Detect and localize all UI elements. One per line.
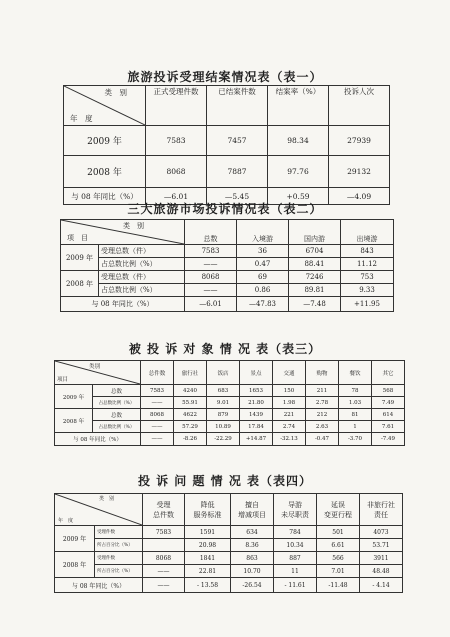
cell: 2.78 [306, 397, 339, 409]
row-label: 与 08 年同比（%） [55, 433, 141, 446]
year-label: 2009 年 [55, 526, 95, 552]
cell: 0.86 [237, 284, 289, 297]
cell: 0.47 [237, 258, 289, 271]
cell: 6704 [289, 245, 341, 258]
cell: 48.48 [360, 565, 403, 578]
cell: 7457 [207, 126, 268, 156]
table2 [60, 219, 394, 312]
table4-corner-header [55, 494, 143, 526]
year-label: 2008 年 [55, 552, 95, 578]
cell: 8068 [143, 552, 185, 565]
cell: 98.34 [268, 126, 329, 156]
column-header: 正式受理件数 [146, 86, 207, 126]
header-year: 年 度 [70, 114, 93, 123]
cell: 69 [237, 271, 289, 284]
header-category: 类别 [88, 364, 100, 370]
cell: -7.49 [372, 433, 405, 446]
header-category: 类 别 [98, 496, 114, 502]
row-label: 2008 年 [64, 156, 146, 188]
cell: 8068 [141, 409, 174, 421]
cell: 1653 [240, 385, 273, 397]
table-row [55, 409, 405, 421]
table4 [54, 493, 403, 593]
table4-title: 投 诉 问 题 情 况 表（表四） [137, 474, 313, 488]
row-label: 与 08 年同比（%） [55, 578, 143, 593]
row-label: 受理件数 [95, 526, 143, 539]
cell: 7.61 [372, 421, 405, 433]
row-label: 受理总数（件） [99, 271, 185, 284]
header-category: 类 别 [104, 88, 127, 97]
cell: 17.84 [240, 421, 273, 433]
row-label: 受理件数 [95, 552, 143, 565]
cell: 7.49 [372, 397, 405, 409]
cell: —— [141, 421, 174, 433]
cell: 8.36 [231, 539, 274, 552]
cell: - 11.61 [274, 578, 317, 593]
row-label: 占总数比例（%） [99, 258, 185, 271]
cell: 3911 [360, 552, 403, 565]
cell: —6.01 [185, 297, 237, 312]
row-label: 总数 [93, 409, 141, 421]
cell: 8068 [185, 271, 237, 284]
table-row [64, 156, 390, 188]
cell: 21.80 [240, 397, 273, 409]
cell: -8.26 [174, 433, 207, 446]
column-header: 餐饮 [339, 361, 372, 385]
cell: 22.81 [185, 565, 231, 578]
cell: —— [185, 284, 237, 297]
column-header: 交通 [273, 361, 306, 385]
table3-corner-header [55, 361, 141, 385]
row-label: 所占百分比（%） [95, 565, 143, 578]
cell: —— [143, 565, 185, 578]
table-row [61, 258, 394, 271]
table3 [54, 360, 405, 446]
column-header: 延误 变更行程 [317, 494, 360, 526]
row-label: 与 08 年同比（%） [61, 297, 185, 312]
header-category: 类 别 [123, 222, 144, 230]
cell: 36 [237, 245, 289, 258]
column-header: 景点 [240, 361, 273, 385]
cell: —5.45 [207, 188, 268, 205]
table-row [61, 245, 394, 258]
table-row [55, 385, 405, 397]
cell: —6.01 [146, 188, 207, 205]
cell: 634 [231, 526, 274, 539]
cell: 97.76 [268, 156, 329, 188]
column-header: 总数 [185, 220, 237, 245]
column-header: 已结案件数 [207, 86, 268, 126]
cell: 1 [339, 421, 372, 433]
row-label: 占总数比例（%） [93, 421, 141, 433]
table1 [63, 85, 390, 205]
cell: 89.81 [289, 284, 341, 297]
table1-corner-header [64, 86, 146, 126]
cell: 7583 [146, 126, 207, 156]
cell: 8068 [146, 156, 207, 188]
table-row [55, 565, 403, 578]
table-row [61, 297, 394, 312]
year-label: 2009 年 [61, 245, 99, 271]
cell: 863 [231, 552, 274, 565]
cell: 568 [372, 385, 405, 397]
cell: 11 [274, 565, 317, 578]
cell: 566 [317, 552, 360, 565]
column-header: 其它 [372, 361, 405, 385]
cell: 211 [306, 385, 339, 397]
column-header: 非旅行社 责任 [360, 494, 403, 526]
header-item: 项目 [57, 377, 69, 383]
row-label: 占总数比例（%） [99, 284, 185, 297]
cell: 879 [207, 409, 240, 421]
table-row [55, 397, 405, 409]
cell: 501 [317, 526, 360, 539]
column-header: 购物 [306, 361, 339, 385]
cell: 88.41 [289, 258, 341, 271]
cell: 78 [339, 385, 372, 397]
cell: 212 [306, 409, 339, 421]
cell: —— [143, 578, 185, 593]
cell: 843 [341, 245, 394, 258]
table3-title: 被 投 诉 对 象 情 况 表（表三） [128, 342, 322, 356]
cell: 10.70 [231, 565, 274, 578]
column-header: 饭店 [207, 361, 240, 385]
column-header: 导游 未尽职责 [274, 494, 317, 526]
row-label: 总数 [93, 385, 141, 397]
cell: —— [185, 258, 237, 271]
cell: -0.47 [306, 433, 339, 446]
column-header: 受理 总件数 [143, 494, 185, 526]
table-row [55, 421, 405, 433]
column-header: 出境游 [341, 220, 394, 245]
cell: —— [141, 397, 174, 409]
cell: 4240 [174, 385, 207, 397]
cell: 4622 [174, 409, 207, 421]
cell: 150 [273, 385, 306, 397]
row-label: 所占百分比（%） [95, 539, 143, 552]
cell: - 4.14 [360, 578, 403, 593]
row-label: 受理总数（件） [99, 245, 185, 258]
year-label: 2008 年 [55, 409, 93, 433]
cell [143, 539, 185, 552]
cell: 9.01 [207, 397, 240, 409]
cell: —47.83 [237, 297, 289, 312]
table-row [55, 539, 403, 552]
column-header: 国内游 [289, 220, 341, 245]
cell: - 13.58 [185, 578, 231, 593]
cell: 614 [372, 409, 405, 421]
cell: 2.74 [273, 421, 306, 433]
cell: 29132 [329, 156, 390, 188]
column-header: 总件数 [141, 361, 174, 385]
table-row [61, 271, 394, 284]
cell: —7.48 [289, 297, 341, 312]
cell: +0.59 [268, 188, 329, 205]
cell: 7.01 [317, 565, 360, 578]
cell: 221 [273, 409, 306, 421]
cell: -26.54 [231, 578, 274, 593]
year-label: 2008 年 [61, 271, 99, 297]
cell: —— [141, 433, 174, 446]
cell: 7583 [185, 245, 237, 258]
column-header: 擅自 增减项目 [231, 494, 274, 526]
cell: 1439 [240, 409, 273, 421]
cell: -32.13 [273, 433, 306, 446]
table-row [55, 578, 403, 593]
cell: 9.33 [341, 284, 394, 297]
table-row [55, 433, 405, 446]
cell: 7246 [289, 271, 341, 284]
cell: 1841 [185, 552, 231, 565]
cell: —4.09 [329, 188, 390, 205]
table-row [64, 126, 390, 156]
cell: 7887 [207, 156, 268, 188]
cell: 53.71 [360, 539, 403, 552]
table-row [61, 284, 394, 297]
cell: 55.91 [174, 397, 207, 409]
cell: 6.61 [317, 539, 360, 552]
cell: 784 [274, 526, 317, 539]
cell: +14.87 [240, 433, 273, 446]
column-header: 结案率（%） [268, 86, 329, 126]
cell: 11.12 [341, 258, 394, 271]
header-year: 年 度 [58, 518, 74, 524]
table-row [55, 526, 403, 539]
column-header: 降低 服务标准 [185, 494, 231, 526]
header-item: 项 目 [67, 234, 88, 242]
cell: 10.89 [207, 421, 240, 433]
table2-corner-header [61, 220, 185, 245]
cell: 683 [207, 385, 240, 397]
row-label: 占总数比例（%） [93, 397, 141, 409]
cell: +11.95 [341, 297, 394, 312]
cell: 887 [274, 552, 317, 565]
row-label: 与 08 年同比（%） [64, 188, 146, 205]
cell: 7583 [141, 385, 174, 397]
cell: 1.03 [339, 397, 372, 409]
cell: 20.98 [185, 539, 231, 552]
cell: -22.29 [207, 433, 240, 446]
table2-title: 三大旅游市场投诉情况表（表二） [127, 202, 323, 216]
cell: 81 [339, 409, 372, 421]
cell: 753 [341, 271, 394, 284]
cell: 1.98 [273, 397, 306, 409]
year-label: 2009 年 [55, 385, 93, 409]
column-header: 投诉人次 [329, 86, 390, 126]
table-row [55, 552, 403, 565]
column-header: 旅行社 [174, 361, 207, 385]
cell: 1591 [185, 526, 231, 539]
cell: -11.48 [317, 578, 360, 593]
cell: 4073 [360, 526, 403, 539]
cell: 57.29 [174, 421, 207, 433]
column-header: 入境游 [237, 220, 289, 245]
cell: 10.34 [274, 539, 317, 552]
row-label: 2009 年 [64, 126, 146, 156]
cell: -3.70 [339, 433, 372, 446]
cell: 2.63 [306, 421, 339, 433]
table1-title: 旅游投诉受理结案情况表（表一） [127, 70, 323, 84]
cell: 27939 [329, 126, 390, 156]
cell: 7583 [143, 526, 185, 539]
